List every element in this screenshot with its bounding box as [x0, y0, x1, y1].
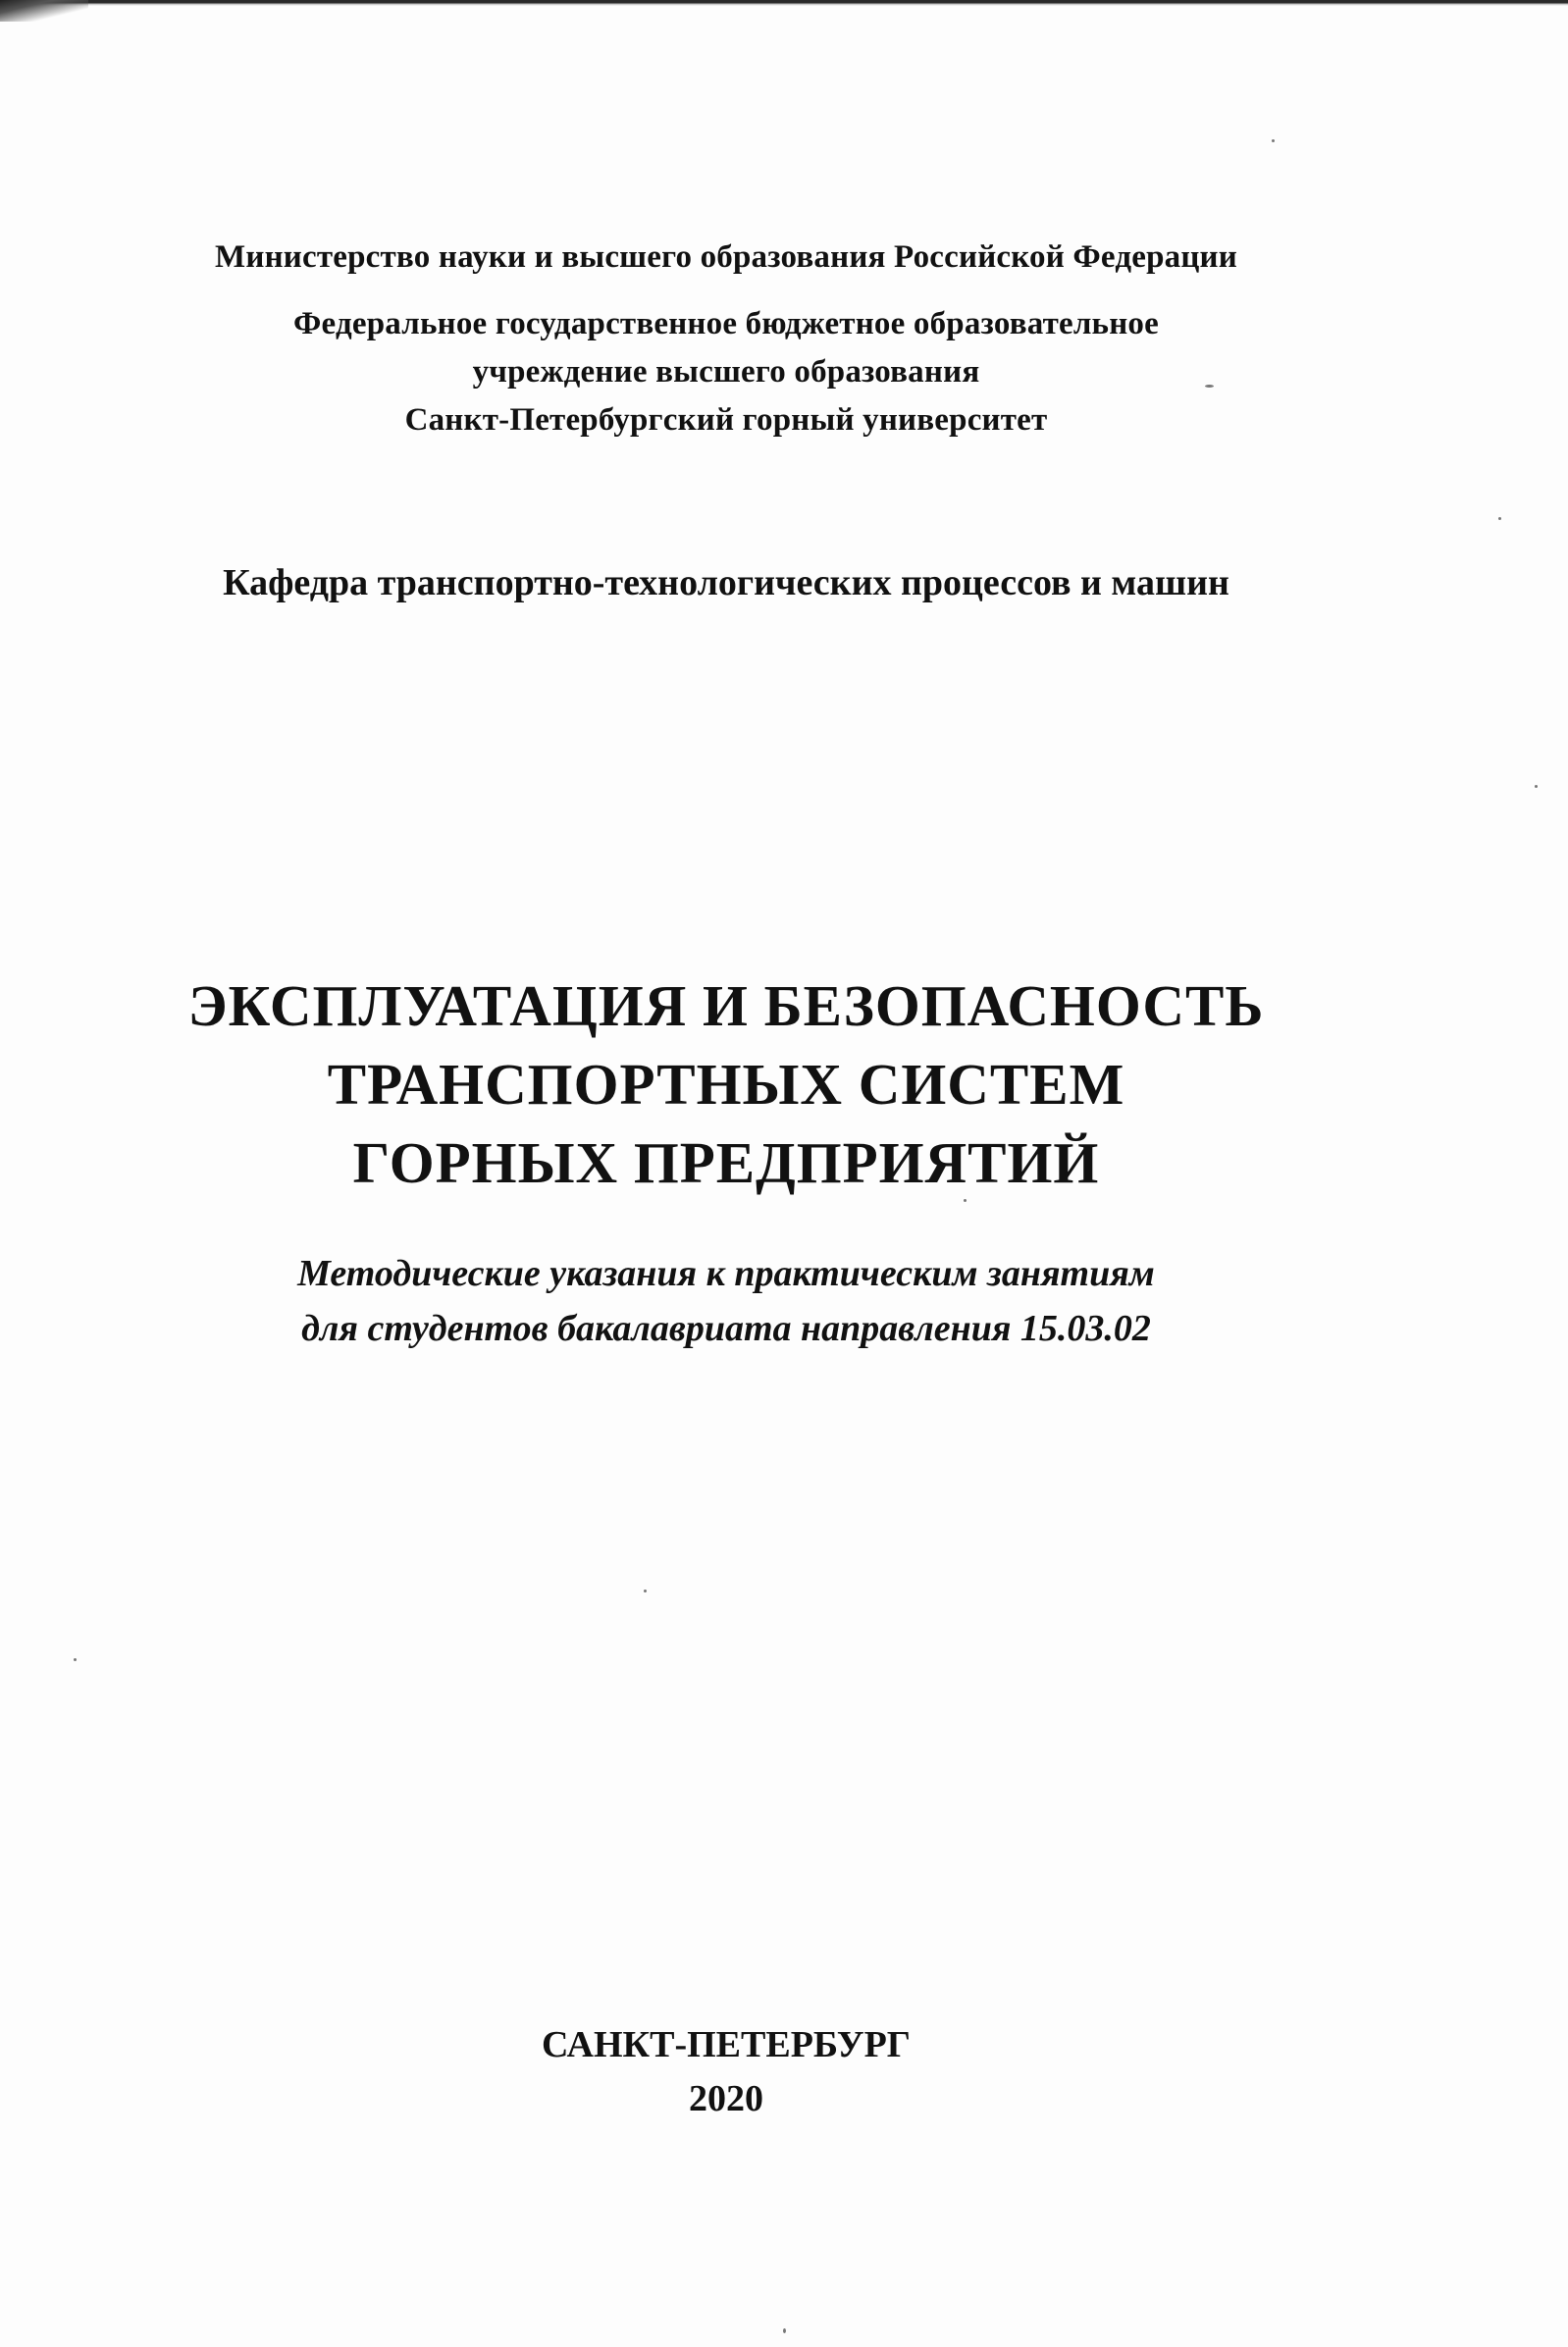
- scan-speck: [644, 1590, 647, 1592]
- scan-speck: [74, 1658, 77, 1661]
- document-subtitle: [0, 1246, 1452, 1356]
- institution-line: учреждение высшего образования: [472, 354, 980, 390]
- scan-edge: [0, 0, 1568, 6]
- title-line: ГОРНЫХ ПРЕДПРИЯТИЙ: [352, 1130, 1100, 1195]
- publication-year: 2020: [689, 2078, 763, 2119]
- scan-speck: [1535, 785, 1538, 788]
- title-line: ЭКСПЛУАТАЦИЯ И БЕЗОПАСНОСТЬ: [187, 973, 1265, 1038]
- scan-corner-mark: [0, 0, 88, 22]
- scan-speck: [1272, 139, 1275, 142]
- document-title: [0, 966, 1452, 1202]
- title-line: ТРАНСПОРТНЫХ СИСТЕМ: [327, 1052, 1125, 1117]
- subtitle-line: Методические указания к практическим занятиям: [297, 1253, 1155, 1294]
- scan-speck: [783, 2328, 786, 2333]
- scan-speck: [1498, 517, 1501, 520]
- institution-line: Федеральное государственное бюджетное образовательное: [293, 306, 1159, 341]
- imprint: [0, 2018, 1452, 2126]
- university-name: Санкт-Петербургский горный университет: [404, 402, 1048, 438]
- ministry-name: Министерство науки и высшего образования Российской Федерации: [215, 239, 1237, 275]
- publication-city: САНКТ-ПЕТЕРБУРГ: [542, 2024, 911, 2065]
- subtitle-line: для студентов бакалавриата направления 15.03.02: [301, 1308, 1151, 1349]
- institution-name: [0, 300, 1452, 444]
- department-name: Кафедра транспортно-технологических процессов и машин: [223, 562, 1229, 603]
